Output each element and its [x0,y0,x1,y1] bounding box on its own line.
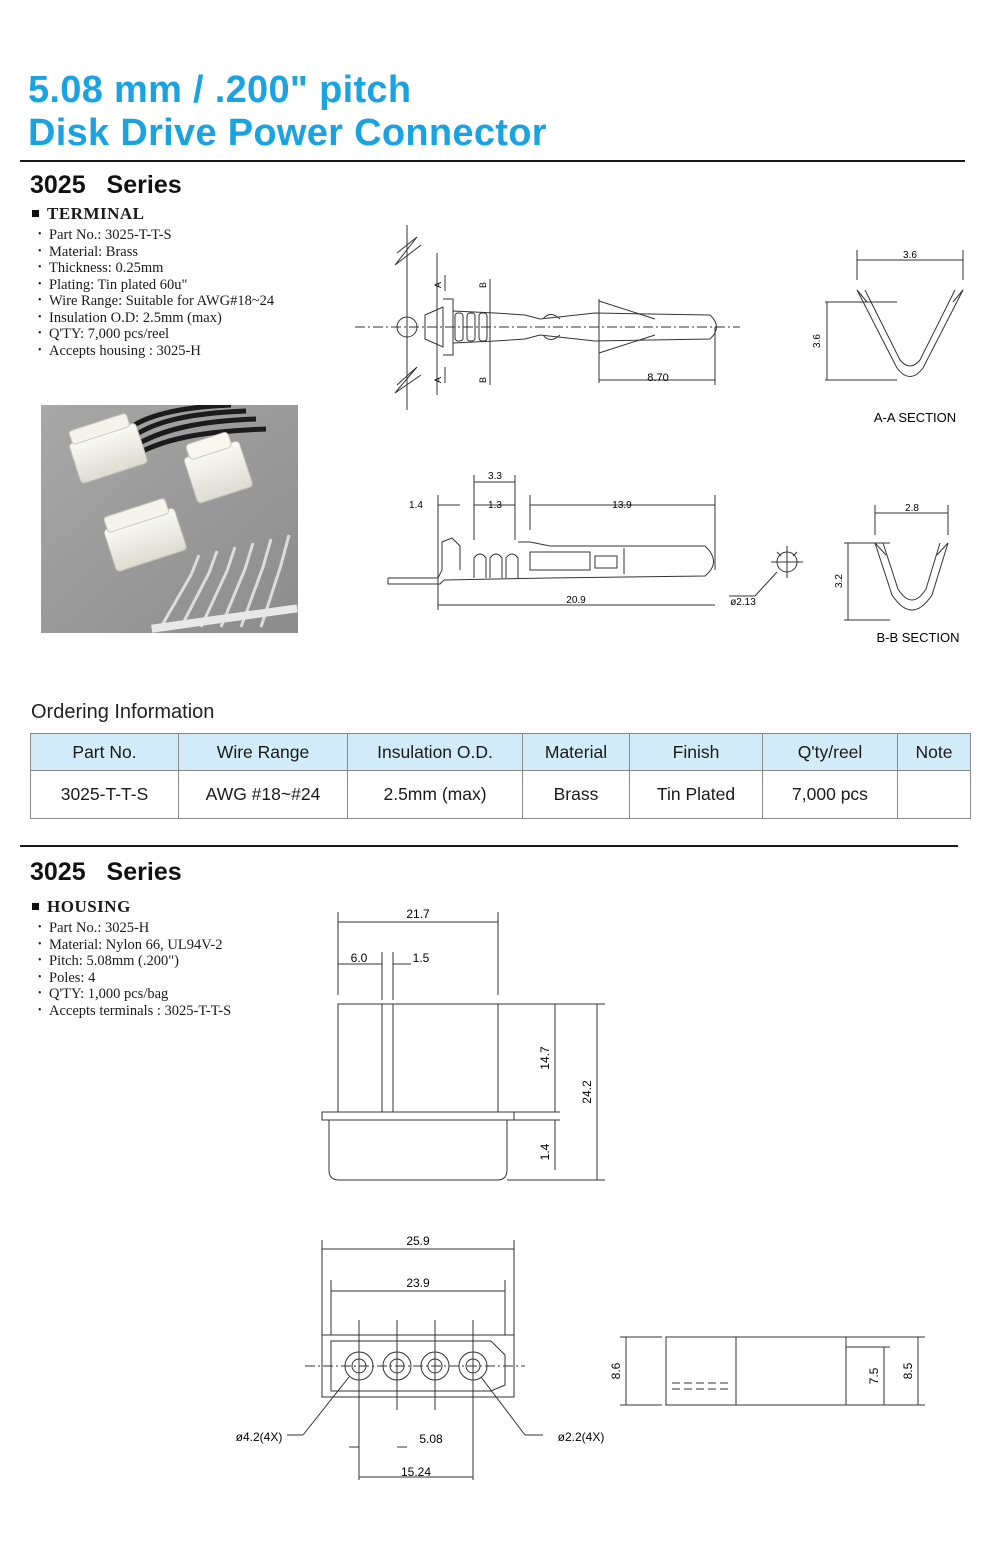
dim-13-9: 13.9 [612,500,632,511]
dim-1-3: 1.3 [488,500,502,511]
table-cell: 3025-T-T-S [31,771,179,819]
page-title-line1: 5.08 mm / .200" pitch [28,69,412,111]
table-cell: Brass [523,771,630,819]
housing-series-heading: 3025 Series [30,858,182,886]
dim-1-5: 1.5 [412,951,430,965]
spec-item: • Part No.: 3025-T-T-S [38,227,274,244]
table-cell [898,771,971,819]
dim-phi-2-13: ø2.13 [730,597,756,608]
terminal-series-heading: 3025 Series [30,171,182,199]
a-a-section-drawing [805,240,980,435]
section-divider [20,845,958,847]
dim-5-08: 5.08 [419,1432,443,1446]
b-b-section-drawing [830,495,980,655]
dim-20-9: 20.9 [566,595,586,606]
ordering-heading: Ordering Information [31,701,215,723]
bb-section-caption: B-B SECTION [876,630,960,645]
table-cell: AWG #18~#24 [179,771,348,819]
product-photo [41,405,298,633]
table-cell: 2.5mm (max) [348,771,523,819]
terminal-top-drawing [380,470,740,615]
dim-14-7: 14.7 [538,1046,552,1070]
table-header-row [31,734,971,771]
aa-width-dim: 3.6 [903,250,917,261]
column-header: Part No. [31,734,179,771]
spec-item: • Q'TY: 1,000 pcs/bag [38,986,231,1003]
spec-item: • Accepts terminals : 3025-T-T-S [38,1003,231,1020]
title-divider [20,160,965,162]
dim-1-4: 1.4 [538,1143,552,1161]
column-header: Material [523,734,630,771]
column-header: Insulation O.D. [348,734,523,771]
bb-height-dim: 3.2 [834,574,845,588]
dim-24-2: 24.2 [580,1080,594,1104]
spec-item: • Thickness: 0.25mm [38,260,274,277]
terminal-end-view [725,530,820,615]
column-header: Finish [630,734,763,771]
dim-15-24: 15.24 [400,1465,432,1479]
dim-8-70: 8.70 [647,372,669,384]
dim-3-3: 3.3 [488,471,502,482]
table-cell: 7,000 pcs [763,771,898,819]
column-header: Wire Range [179,734,348,771]
dim-8-5: 8.5 [901,1362,915,1380]
spec-item: • Q'TY: 7,000 pcs/reel [38,326,274,343]
spec-item: • Material: Nylon 66, UL94V-2 [38,937,231,954]
column-header: Note [898,734,971,771]
table-cell: Tin Plated [630,771,763,819]
spec-item: • Material: Brass [38,244,274,261]
spec-item: • Part No.: 3025-H [38,920,231,937]
dim-phi-2-2: ø2.2(4X) [557,1430,605,1444]
cut-a-label: A [433,281,443,289]
aa-height-dim: 3.6 [812,334,823,348]
housing-spec-list [38,920,231,1019]
cut-a-label: A [433,376,443,384]
dim-7-5: 7.5 [867,1367,881,1385]
spec-item: • Wire Range: Suitable for AWG#18~24 [38,293,274,310]
cut-b-label: B [478,376,488,384]
aa-section-caption: A-A SECTION [873,410,957,425]
terminal-subtitle-text: TERMINAL [47,204,145,223]
housing-subtitle [32,897,131,917]
spec-item: • Accepts housing : 3025-H [38,343,274,360]
square-bullet-icon [32,903,39,910]
spec-item: • Plating: Tin plated 60u" [38,277,274,294]
page-title-line2: Disk Drive Power Connector [28,112,547,154]
dim-1-4: 1.4 [409,500,423,511]
housing-subtitle-text: HOUSING [47,897,131,916]
housing-top-drawing [600,1325,930,1415]
table-row [31,771,971,819]
dim-8-6: 8.6 [609,1362,623,1380]
dim-23-9: 23.9 [406,1276,430,1290]
dim-21-7: 21.7 [406,907,430,921]
terminal-subtitle [32,204,145,224]
dim-25-9: 25.9 [406,1234,430,1248]
terminal-spec-list [38,227,274,359]
spec-item: • Pitch: 5.08mm (.200") [38,953,231,970]
dim-6-0: 6.0 [350,951,368,965]
spec-item: • Poles: 4 [38,970,231,987]
column-header: Q'ty/reel [763,734,898,771]
cut-b-label: B [478,281,488,289]
bb-width-dim: 2.8 [905,503,919,514]
terminal-side-drawing [355,215,740,415]
dim-phi-4-2: ø4.2(4X) [235,1430,283,1444]
ordering-table [30,733,971,819]
housing-side-drawing [315,900,615,1195]
square-bullet-icon [32,210,39,217]
spec-item: • Insulation O.D: 2.5mm (max) [38,310,274,327]
housing-front-drawing [225,1225,605,1490]
